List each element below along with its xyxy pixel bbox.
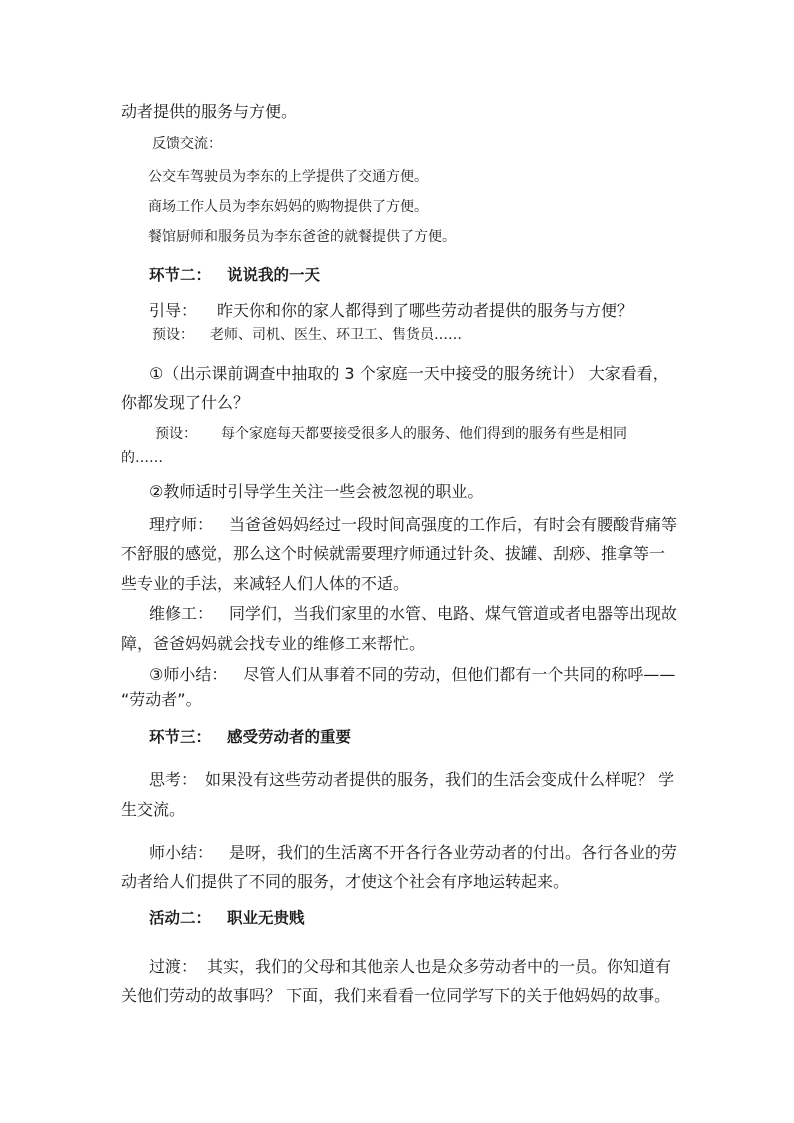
section-heading [149,268,320,284]
transition-line: 关他们劳动的故事吗？ 下面，我们来看看一位同学写下的关于他妈妈的故事。 [121,986,671,1005]
point-one-line: 你都发现了什么？ [121,393,250,412]
summary-paragraph [149,667,675,683]
summary-line: 尽管人们从事着不同的劳动，但他们都有一个共同的称呼—— [243,665,676,684]
section-heading-label: 环节三： [149,728,212,746]
think-label: 思考： [149,770,198,789]
section-three-summary [149,845,677,861]
repair-line: 障，爸爸妈妈就会找专业的维修工来帮忙。 [121,634,426,653]
therapist-line: 当爸爸妈妈经过一段时间高强度的工作后，有时会有腰酸背痛等 [229,515,678,534]
transition-paragraph [149,959,671,975]
activity-heading [149,911,305,927]
repair-line: 同学们，当我们家里的水管、电路、煤气管道或者电器等出现故 [229,604,678,623]
preset-two-label: 预设： [155,426,197,442]
section-heading [149,730,351,746]
think-paragraph [149,772,674,788]
section-heading-title: 感受劳动者的重要 [227,728,352,746]
summary-label: 师小结： [149,843,214,862]
guide-paragraph [149,303,633,319]
activity-heading-title: 职业无贵贱 [227,909,305,927]
preset-two-paragraph [155,427,627,441]
feedback-label: 反馈交流： [152,136,222,152]
preset-two-line: 每个家庭每天都要接受很多人的服务、他们得到的服务有些是相同 [221,426,627,442]
feedback-item: 餐馆厨师和服务员为李东爸爸的就餐提供了方便。 [148,229,456,245]
therapist-label: 理疗师： [149,515,214,534]
summary-label: ③师小结： [149,665,228,684]
summary-line: 动者给人们提供了不同的服务，才使这个社会有序地运转起来。 [121,872,570,891]
therapist-line: 些专业的手法，来减轻人们人体的不适。 [121,574,410,593]
intro-continuation: 动者提供的服务与方便。 [121,102,298,121]
think-line: 如果没有这些劳动者提供的服务，我们的生活会变成什么样呢？ 学 [205,770,675,789]
point-two: ②教师适时引导学生关注一些会被忽视的职业。 [149,482,484,501]
repair-label: 维修工： [149,604,214,623]
point-one-line: ①（出示课前调查中抽取的 3 个家庭一天中接受的服务统计） 大家看看， [149,364,669,383]
transition-label: 过渡： [149,957,198,976]
section-heading-title: 说说我的一天 [227,266,321,284]
preset-two-line: 的…… [121,450,163,466]
therapist-paragraph [149,517,677,533]
transition-line: 其实，我们的父母和其他亲人也是众多劳动者中的一员。你知道有 [207,957,672,976]
summary-line: “劳动者”。 [121,690,202,709]
repair-paragraph [149,606,677,622]
preset-paragraph [152,328,462,342]
preset-text: 老师、司机、医生、环卫工、售货员…… [210,327,462,343]
activity-heading-label: 活动二： [149,909,212,927]
feedback-item: 公交车驾驶员为李东的上学提供了交通方便。 [148,169,428,185]
think-line: 生交流。 [121,800,186,819]
preset-label: 预设： [152,327,194,343]
section-heading-label: 环节二： [149,266,212,284]
feedback-item: 商场工作人员为李东妈妈的购物提供了方便。 [148,199,428,215]
guide-label: 引导： [149,301,198,320]
therapist-line: 不舒服的感觉，那么这个时候就需要理疗师通过针灸、拔罐、刮痧、推拿等一 [121,544,666,563]
guide-text: 昨天你和你的家人都得到了哪些劳动者提供的服务与方便？ [217,301,634,320]
summary-line: 是呀，我们的生活离不开各行各业劳动者的付出。各行各业的劳 [229,843,678,862]
